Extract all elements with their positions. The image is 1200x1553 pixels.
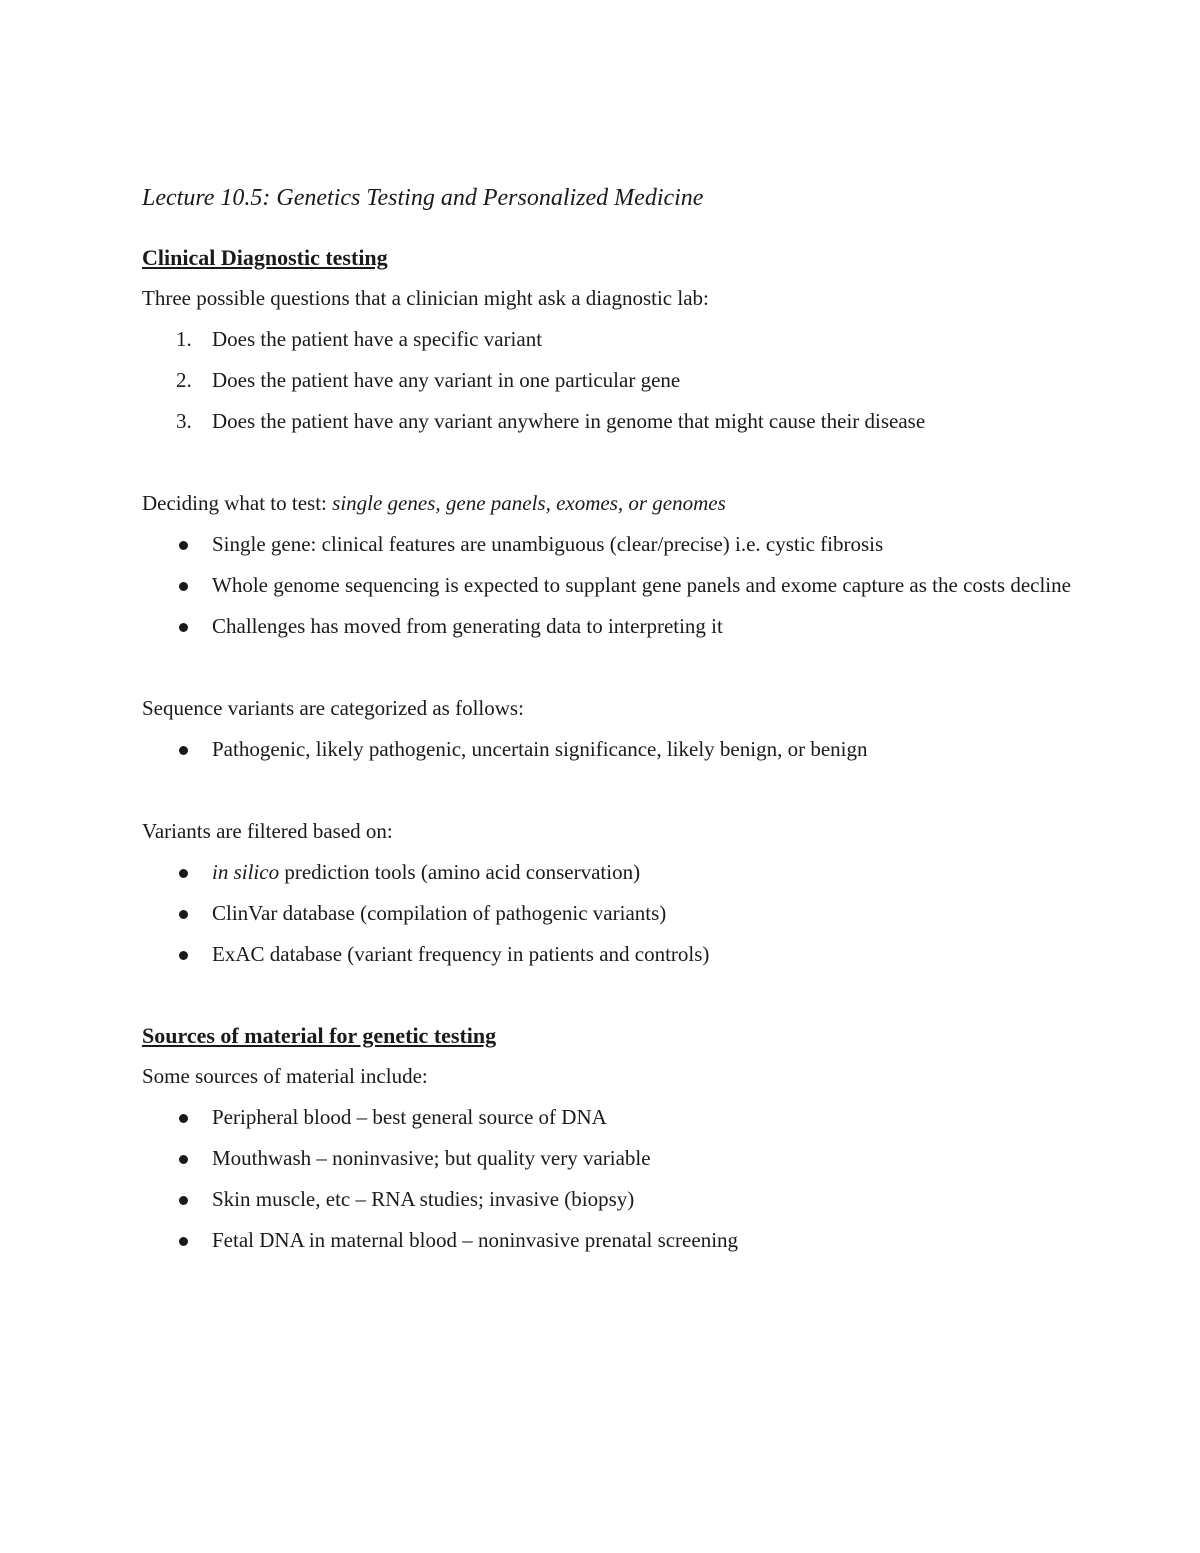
list-item: [142, 401, 1072, 442]
filtered-intro: Variants are filtered based on:: [142, 819, 393, 843]
list-item: [142, 893, 1072, 934]
spacer: [142, 975, 1072, 1016]
list-item: [142, 852, 1072, 893]
bullet-icon: [179, 910, 188, 919]
list-item-text: Pathogenic, likely pathogenic, uncertain significance, likely benign, or benign: [212, 737, 868, 761]
sources-intro: Some sources of material include:: [142, 1064, 428, 1088]
list-item-text: prediction tools (amino acid conservation): [279, 860, 641, 884]
questions-intro: Three possible questions that a clinician might ask a diagnostic lab:: [142, 286, 709, 310]
list-item-text: Mouthwash – noninvasive; but quality very variable: [212, 1146, 651, 1170]
bullet-icon: [179, 869, 188, 878]
bullet-icon: [179, 623, 188, 632]
list-item-text: Peripheral blood – best general source of DNA: [212, 1105, 607, 1129]
section-heading-clinical-diagnostic: Clinical Diagnostic testing: [142, 245, 388, 270]
spacer: [142, 442, 1072, 483]
bullet-icon: [179, 951, 188, 960]
list-item: [142, 934, 1072, 975]
document-page: [142, 178, 1072, 1261]
bullet-icon: [179, 746, 188, 755]
list-item: [142, 1097, 1072, 1138]
list-item: [142, 565, 1072, 606]
filtered-bullets: [142, 852, 1072, 975]
list-item-text: Does the patient have any variant in one particular gene: [212, 368, 681, 392]
bullet-icon: [179, 582, 188, 591]
categorized-intro: Sequence variants are categorized as follows:: [142, 696, 524, 720]
list-item-text: ExAC database (variant frequency in patients and controls): [212, 942, 710, 966]
bullet-icon: [179, 1114, 188, 1123]
list-item: [142, 606, 1072, 647]
deciding-bullets: [142, 524, 1072, 647]
list-item-text: Single gene: clinical features are unambiguous (clear/precise) i.e. cystic fibrosis: [212, 532, 884, 556]
page-title: Lecture 10.5: Genetics Testing and Personalized Medicine: [142, 185, 704, 211]
list-item: [142, 729, 1072, 770]
spacer: [142, 647, 1072, 688]
list-item-text: ClinVar database (compilation of pathogenic variants): [212, 901, 667, 925]
list-item: [142, 1179, 1072, 1220]
list-item: [142, 360, 1072, 401]
list-item-emphasis: in silico: [212, 860, 280, 884]
section-heading-sources: Sources of material for genetic testing: [142, 1023, 497, 1048]
sources-bullets: [142, 1097, 1072, 1261]
list-item: [142, 1220, 1072, 1261]
spacer: [142, 770, 1072, 811]
bullet-icon: [179, 1196, 188, 1205]
bullet-icon: [179, 1237, 188, 1246]
list-item-text: Fetal DNA in maternal blood – noninvasive prenatal screening: [212, 1228, 739, 1252]
list-item-text: Does the patient have any variant anywhere in genome that might cause their disease: [212, 409, 926, 433]
categorized-bullets: [142, 729, 1072, 770]
deciding-intro: [142, 483, 1072, 524]
list-item-text: Does the patient have a specific variant: [212, 327, 543, 351]
list-number: 1.: [176, 327, 192, 351]
bullet-icon: [179, 541, 188, 550]
list-item-text: Skin muscle, etc – RNA studies; invasive (biopsy): [212, 1187, 635, 1211]
list-item: [142, 1138, 1072, 1179]
deciding-prefix: Deciding what to test:: [142, 491, 333, 515]
bullet-icon: [179, 1155, 188, 1164]
list-number: 3.: [176, 409, 192, 433]
list-item: [142, 524, 1072, 565]
list-item-text: Challenges has moved from generating data to interpreting it: [212, 614, 723, 638]
list-number: 2.: [176, 368, 192, 392]
deciding-options: single genes, gene panels, exomes, or genomes: [332, 491, 726, 515]
list-item-text: Whole genome sequencing is expected to supplant gene panels and exome capture as the costs decline: [212, 573, 1071, 597]
questions-list: [142, 319, 1072, 442]
list-item: [142, 319, 1072, 360]
